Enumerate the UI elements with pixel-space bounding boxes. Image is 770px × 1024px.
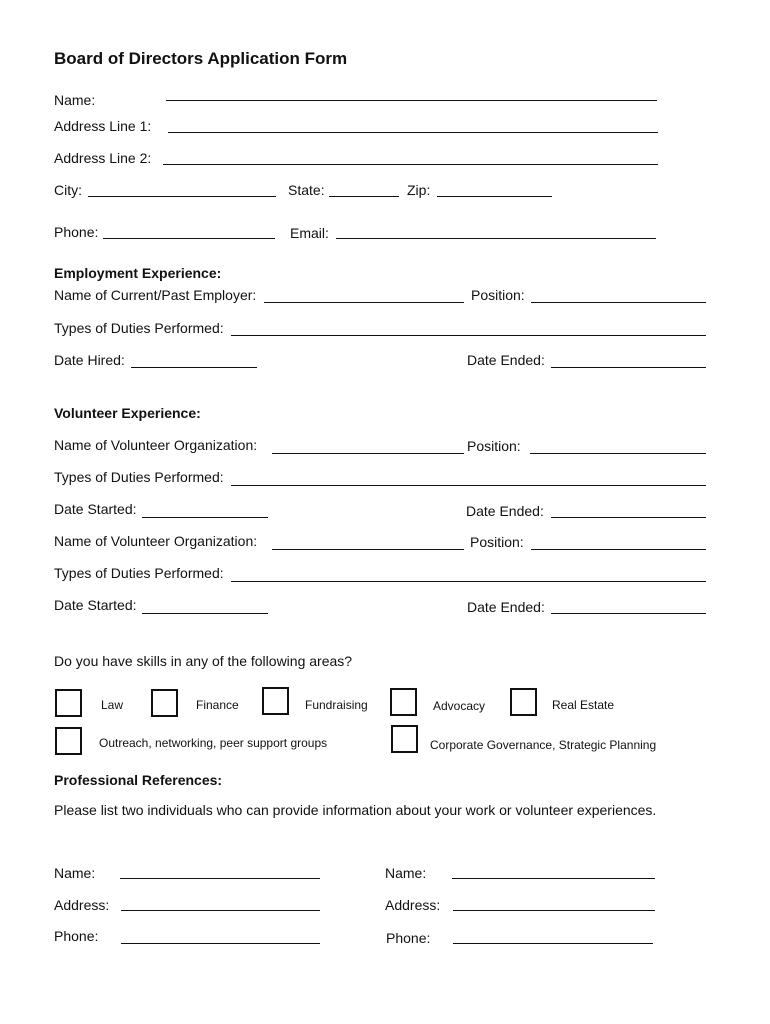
volunteer-org-1-field[interactable] [272,453,464,454]
volunteer-date-ended-1-label: Date Ended: [466,503,544,519]
volunteer-position-1-label: Position: [467,438,521,454]
volunteer-duties-1-field[interactable] [231,485,706,486]
real-estate-label: Real Estate [552,698,615,712]
corporate-governance-checkbox[interactable] [391,725,418,753]
fundraising-label: Fundraising [305,698,368,712]
volunteer-heading: Volunteer Experience: [54,405,201,421]
zip-field[interactable] [437,196,552,197]
employment-duties-field[interactable] [231,335,706,336]
city-label: City: [54,182,82,198]
advocacy-checkbox[interactable] [390,688,417,716]
corporate-governance-label: Corporate Governance, Strategic Planning [430,738,657,752]
employment-heading: Employment Experience: [54,265,222,281]
address-line-1-label: Address Line 1: [54,118,152,134]
volunteer-date-started-2-label: Date Started: [54,597,137,613]
name-field[interactable] [166,100,657,101]
volunteer-date-started-1-label: Date Started: [54,501,137,517]
phone-field[interactable] [103,238,275,239]
volunteer-date-ended-1-field[interactable] [551,517,706,518]
address-line-2-label: Address Line 2: [54,150,152,166]
address-line-1-field[interactable] [168,132,658,133]
volunteer-position-2-label: Position: [470,534,524,550]
outreach-checkbox[interactable] [55,727,82,755]
volunteer-duties-2-label: Types of Duties Performed: [54,565,224,581]
volunteer-duties-2-field[interactable] [231,581,706,582]
reference-2-address-field[interactable] [453,910,655,911]
volunteer-duties-1-label: Types of Duties Performed: [54,469,224,485]
reference-2-name-label: Name: [385,865,427,881]
email-field[interactable] [336,238,656,239]
date-hired-label: Date Hired: [54,352,125,368]
reference-1-address-label: Address: [54,897,110,913]
reference-1-address-field[interactable] [121,910,320,911]
reference-1-phone-label: Phone: [54,928,99,944]
references-instructions: Please list two individuals who can provide information about your work or volunteer experiences. [54,802,657,818]
reference-2-name-field[interactable] [452,878,655,879]
fundraising-checkbox[interactable] [262,687,289,715]
finance-label: Finance [196,698,239,712]
email-label: Email: [290,225,329,241]
state-label: State: [288,182,325,198]
reference-1-name-label: Name: [54,865,96,881]
volunteer-date-ended-2-field[interactable] [551,613,706,614]
employment-position-label: Position: [471,287,525,303]
reference-2-address-label: Address: [385,897,441,913]
employment-date-ended-field[interactable] [551,367,706,368]
name-label: Name: [54,92,96,108]
reference-2-phone-label: Phone: [386,930,431,946]
references-heading: Professional References: [54,772,223,788]
volunteer-date-started-2-field[interactable] [142,613,268,614]
volunteer-org-1-label: Name of Volunteer Organization: [54,437,258,453]
advocacy-label: Advocacy [433,699,486,713]
form-title: Board of Directors Application Form [54,49,348,68]
volunteer-org-2-label: Name of Volunteer Organization: [54,533,258,549]
reference-1-phone-field[interactable] [121,943,320,944]
address-line-2-field[interactable] [163,164,658,165]
reference-1-name-field[interactable] [120,878,320,879]
skills-question: Do you have skills in any of the following areas? [54,653,353,669]
city-field[interactable] [88,196,276,197]
state-field[interactable] [329,196,399,197]
volunteer-date-started-1-field[interactable] [142,517,268,518]
volunteer-date-ended-2-label: Date Ended: [467,599,545,615]
phone-label: Phone: [54,224,99,240]
employment-position-field[interactable] [531,302,706,303]
law-label: Law [101,698,124,712]
volunteer-org-2-field[interactable] [272,549,464,550]
employer-field[interactable] [264,302,464,303]
real-estate-checkbox[interactable] [510,688,537,716]
reference-2-phone-field[interactable] [453,943,653,944]
volunteer-position-2-field[interactable] [531,549,706,550]
law-checkbox[interactable] [55,689,82,717]
finance-checkbox[interactable] [151,689,178,717]
employment-duties-label: Types of Duties Performed: [54,320,224,336]
outreach-label: Outreach, networking, peer support groups [99,736,328,750]
date-hired-field[interactable] [131,367,257,368]
employment-date-ended-label: Date Ended: [467,352,545,368]
employer-label: Name of Current/Past Employer: [54,287,257,303]
volunteer-position-1-field[interactable] [530,453,706,454]
zip-label: Zip: [407,182,431,198]
